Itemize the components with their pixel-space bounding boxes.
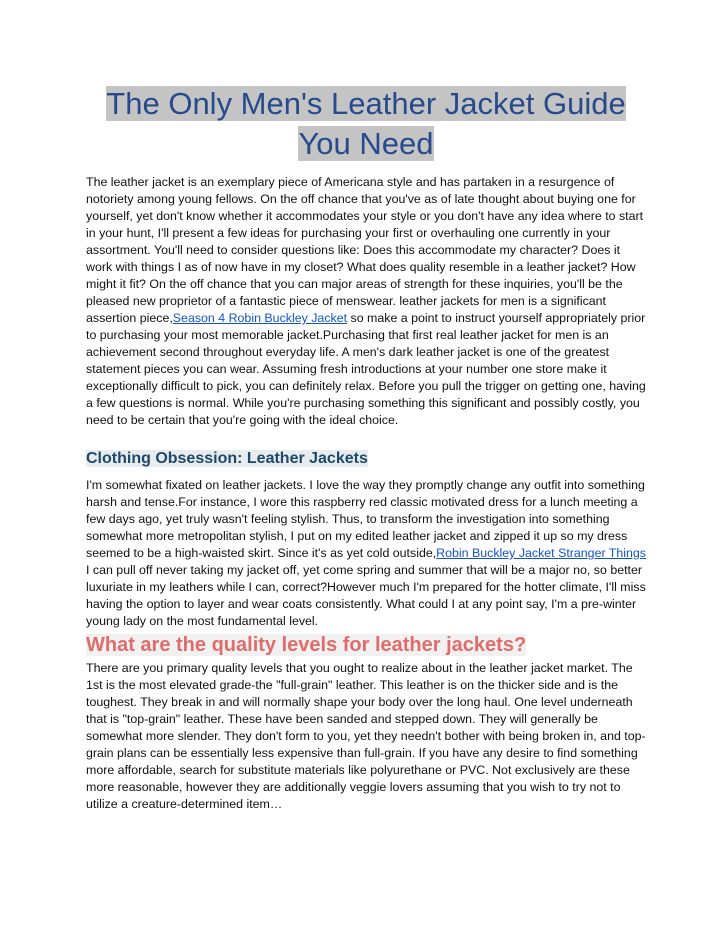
section1-paragraph — [86, 477, 646, 630]
section1-heading-text: Clothing Obsession: Leather Jackets — [86, 450, 368, 467]
section2-heading-text: What are the quality levels for leather jackets? — [86, 634, 527, 656]
intro-paragraph — [86, 174, 646, 429]
season4-jacket-link[interactable]: Season 4 Robin Buckley Jacket — [172, 311, 348, 325]
section1-text-b: I can pull off never taking my jacket off, yet come spring and summer that will be a major no, so better luxuriate in my leathers while I can, correct?However much I'm prepared for the hotter climate, I'll miss having the option to layer and wear coats consistently. What could I at any point say, I'm a pre-winter young lady on the most fundamental level. — [86, 563, 646, 628]
section-heading-quality-levels — [86, 632, 646, 658]
page-title — [86, 84, 646, 164]
section1-text-a: I'm somewhat fixated on leather jackets. I love the way they promptly change any outfit into something harsh and tense.For instance, I wore this raspberry red classic motivated dress for a lunch meeting a few days ago, yet truly wasn't feeling stylish. Thus, to transform the investigation into something somewhat more metropolitan stylish, I put on my edited leather jacket and zipped it up so my dress seemed to be a high-waisted skirt. Since it's as yet cold outside, — [86, 478, 645, 560]
document-page — [86, 84, 646, 813]
intro-text-a: The leather jacket is an exemplary piece of Americana style and has partaken in a resurgence of notoriety among young fellows. On the off chance that you've as of late thought about buying one for yourself, yet don't know whether it accommodates your style or you don't have any idea where to start in your hunt, I'll present a few ideas for purchasing your first or overhauling one currently in your assortment. You'll need to consider questions like: Does this accommodate my character? Does it work with things I as of now have in my closet? What does quality resemble in a leather jacket? How might it fit? On the off chance that you can major areas of strength for these inquiries, you'll be the pleased new proprietor of a fantastic piece of menswear. leather jackets for men is a significant assertion piece, — [86, 175, 644, 325]
stranger-things-jacket-link[interactable]: Robin Buckley Jacket Stranger Things — [436, 546, 647, 560]
title-line-2: You Need — [298, 126, 434, 161]
section2-paragraph: There are you primary quality levels that you ought to realize about in the leather jacket market. The 1st is the most elevated grade-the "full-grain" leather. This leather is on the thicker side and is the toughest. They break in and will normally shape your body over the long haul. One level underneath that is "top-grain" leather. These have been sanded and stepped down. They will generally be somewhat more slender. They don't form to you, yet they needn't bother with being broken in, and top-grain plans can be essentially less expensive than full-grain. If you have any desire to find something more affordable, search for substitute materials like polyurethane or PVC. Not exclusively are these more reasonable, however they are additionally veggie lovers assuming that you wish to try not to utilize a creature-determined item… — [86, 661, 646, 811]
intro-text-b: so make a point to instruct yourself appropriately prior to purchasing your most memorable jacket.Purchasing that first real leather jacket for men is an achievement second throughout everyday life. A men's dark leather jacket is one of the greatest statement pieces you can wear. Assuming fresh introductions at your number one store make it exceptionally difficult to pick, you can definitely relax. Before you pull the trigger on getting one, having a few questions is normal. While you're purchasing something this significant and possibly costly, you need to be certain that you're going with the ideal choice. — [86, 311, 646, 427]
title-line-1: The Only Men's Leather Jacket Guide — [106, 86, 626, 121]
section-heading-clothing-obsession — [86, 447, 646, 471]
